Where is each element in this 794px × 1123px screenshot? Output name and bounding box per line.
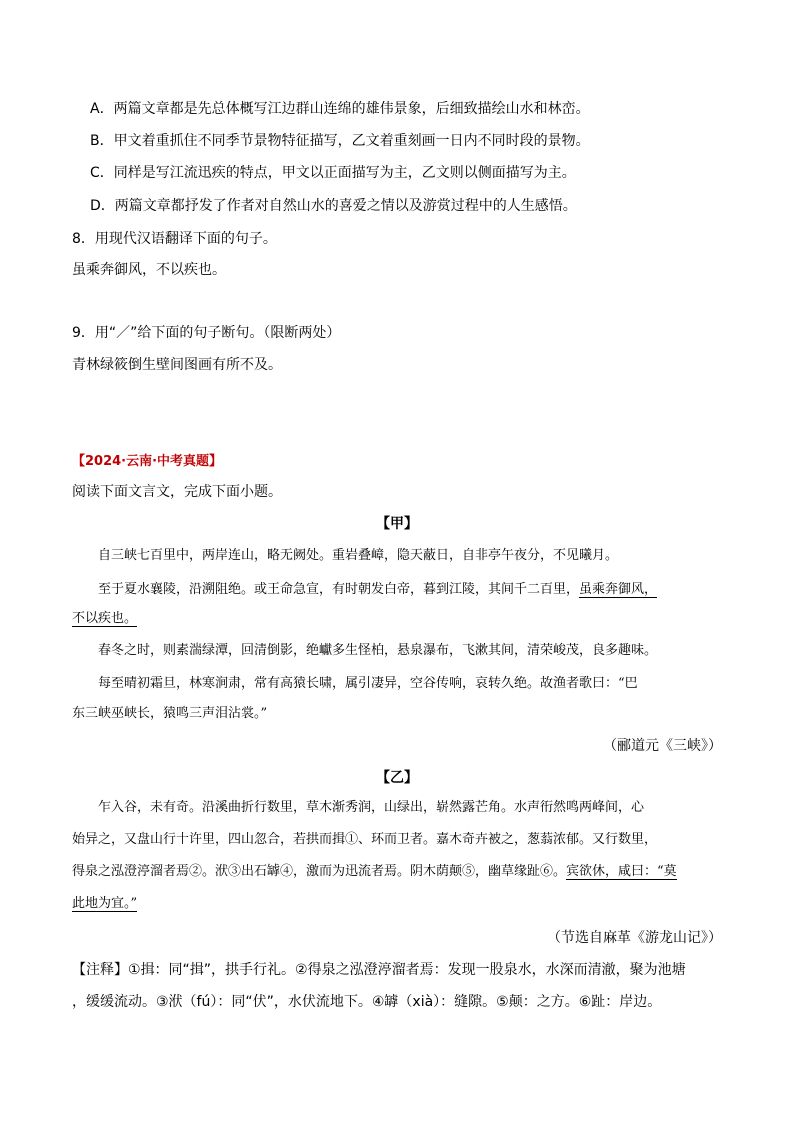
passage-yi-line-2: 始异之，又盘山行十许里，四山忽合，若拱而揖①、环而卫者。嘉木奇卉被之，葱蓊浓郁。又行数里， [72,832,658,847]
passage-yi-line-3 [72,862,677,882]
passage-jia-paragraph-4-cont: 东三峡巫峡长，猿鸣三声泪沾裳。” [72,706,268,721]
underlined-sentence-yi-part-2: 此地为宜。” [72,896,138,911]
annotation-line-2: ，缓缓流动。③洑（fú）：同“伏”，水伏流地下。④罅（xià）：缝隙。⑤颠：之方。⑥趾：岸边。 [72,994,662,1010]
option-a: A．两篇文章都是先总体概写江边群山连绵的雄伟景象，后细致描绘山水和林峦。 [90,101,590,117]
passage-jia-paragraph-4: 每至晴初霜旦，林寒涧肃，常有高猿长啸，属引凄异，空谷传响，哀转久绝。故渔者歌曰：“巴 [98,676,638,691]
question-9-sentence: 青林绿筱倒生壁间图画有所不及。 [72,357,282,373]
annotation-line-1: 【注释】①揖：同“揖”，拱手行礼。②得泉之泓澄渟溜者焉：发现一股泉水，水深而清澈，聚为池塘 [72,962,686,978]
underlined-sentence-part-1: 虽乘奔御风， [579,582,658,597]
underlined-sentence-part-2: 不以疾也。 [72,611,138,626]
passage-yi-line-4 [72,894,137,914]
option-b: B．甲文着重抓住不同季节景物特征描写，乙文着重刻画一日内不同时段的景物。 [90,133,590,149]
option-d: D．两篇文章都抒发了作者对自然山水的喜爱之情以及游赏过程中的人生感悟。 [90,198,577,214]
passage-jia-heading: 【甲】 [376,516,418,532]
passage-yi-source: （节选自麻革《游龙山记》） [547,930,722,946]
question-8-label: 8．用现代汉语翻译下面的句子。 [72,231,277,247]
passage-jia-paragraph-3: 春冬之时，则素湍绿潭，回清倒影，绝巘多生怪柏，悬泉瀑布，飞漱其间，清荣峻茂，良多趣味。 [98,643,658,658]
passage-yi-line-1: 乍入谷，未有奇。沿溪曲折行数里，草木渐秀润，山绿出，崭然露芒角。水声衎然鸣两峰间，心 [98,800,645,815]
question-9-label: 9．用“／”给下面的句子断句。（限断两处） [72,325,341,341]
option-c: C．同样是写江流迅疾的特点，甲文以正面描写为主，乙文则以侧面描写为主。 [90,165,576,181]
passage-yi-line-3-text: 得泉之泓澄渟溜者焉②。洑③出石罅④，激而为迅流者焉。阴木荫颠⑤，幽草缘趾⑥。 [72,864,567,879]
passage-jia-source: （郦道元《三峡》） [603,738,722,754]
question-8-sentence: 虽乘奔御风，不以疾也。 [72,262,226,278]
passage-jia-paragraph-1: 自三峡七百里中，两岸连山，略无阙处。重岩叠嶂，隐天蔽日，自非亭午夜分，不见曦月。 [98,548,619,563]
section-source-tag: 【2024·云南·中考真题】 [72,454,223,469]
passage-jia-paragraph-2 [98,580,657,600]
passage-jia-paragraph-2-text: 至于夏水襄陵，沿溯阻绝。或王命急宣，有时朝发白帝，暮到江陵，其间千二百里， [98,582,580,597]
passage-jia-paragraph-2-cont [72,609,137,629]
section-instruction: 阅读下面文言文，完成下面小题。 [72,484,282,500]
passage-yi-heading: 【乙】 [376,770,418,786]
underlined-sentence-yi-part-1: 宾欲休，咸曰：“莫 [566,864,677,879]
